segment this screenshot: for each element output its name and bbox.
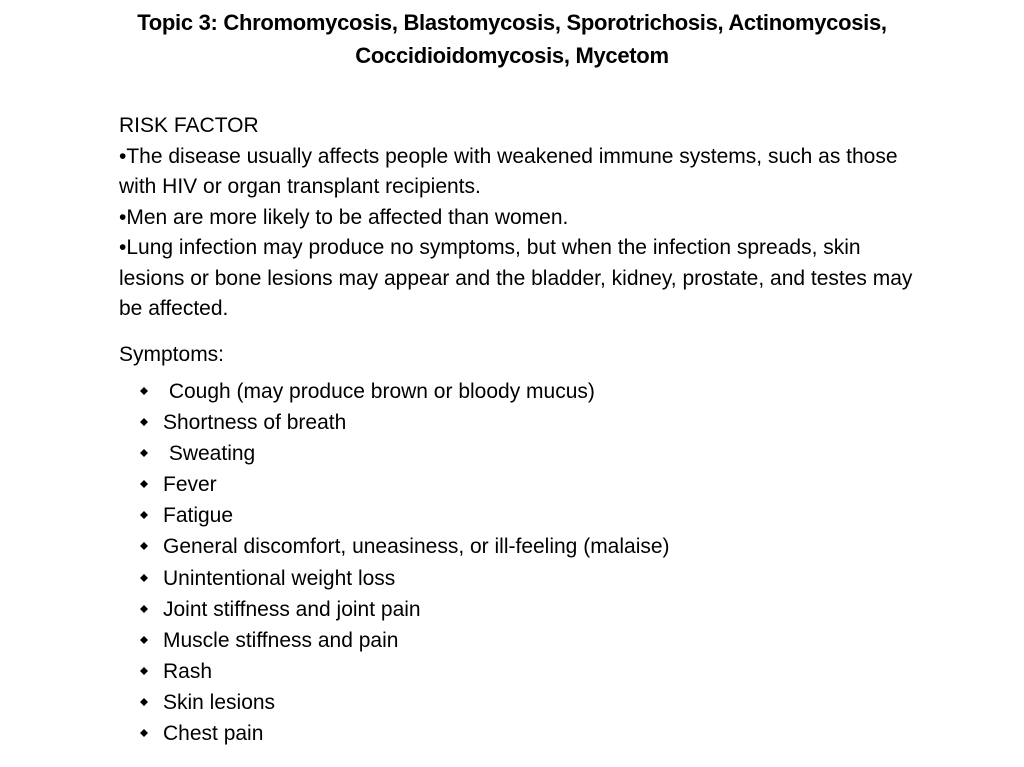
diamond-bullet-icon (140, 480, 148, 488)
diamond-bullet-icon (140, 511, 148, 519)
symptom-label: Rash (163, 659, 213, 683)
symptom-label: Muscle stiffness and pain (163, 628, 399, 652)
symptom-item (119, 531, 919, 562)
symptom-label: General discomfort, uneasiness, or ill-feeling (malaise) (163, 535, 670, 559)
symptom-item (119, 376, 919, 407)
symptom-label: Unintentional weight loss (163, 566, 396, 590)
page-title (40, 6, 984, 72)
symptom-label: Cough (may produce brown or bloody mucus) (163, 380, 595, 403)
symptom-label: Sweating (163, 442, 256, 466)
symptom-item (119, 438, 919, 469)
symptom-item (119, 687, 919, 718)
symptom-label: Chest pain (163, 722, 264, 746)
title-line-2: Coccidioidomycosis, Mycetom (355, 43, 669, 68)
symptom-label: Joint stiffness and joint pain (163, 597, 421, 621)
diamond-bullet-icon (140, 605, 148, 613)
risk-factor-item: •Men are more likely to be affected than women. (119, 205, 569, 229)
slide-body (119, 111, 919, 749)
symptom-item (119, 407, 919, 438)
symptoms-heading: Symptoms: (119, 342, 225, 366)
symptom-item (119, 718, 919, 749)
diamond-bullet-icon (140, 418, 148, 426)
symptom-item (119, 469, 919, 500)
symptom-item (119, 656, 919, 687)
symptoms-list (119, 376, 919, 749)
diamond-bullet-icon (140, 387, 148, 395)
symptom-item (119, 563, 919, 594)
risk-factor-heading: RISK FACTOR (119, 114, 259, 137)
symptom-item (119, 500, 919, 531)
symptom-label: Shortness of breath (163, 411, 347, 435)
risk-factor-item: •Lung infection may produce no symptoms, but when the infection spreads, skin lesions or bone lesions may appear and the bladder, kidney, prostate, and testes may be affected. (119, 236, 913, 320)
risk-factor-item: •The disease usually affects people with weakened immune systems, such as those with HIV or organ transplant recipients. (119, 144, 898, 198)
diamond-bullet-icon (140, 542, 148, 550)
diamond-bullet-icon (140, 574, 148, 582)
diamond-bullet-icon (140, 636, 148, 644)
symptom-label: Fever (163, 473, 217, 497)
symptom-item (119, 625, 919, 656)
symptom-item (119, 594, 919, 625)
symptom-label: Fatigue (163, 504, 234, 528)
diamond-bullet-icon (140, 698, 148, 706)
diamond-bullet-icon (140, 667, 148, 675)
title-line-1: Topic 3: Chromomycosis, Blastomycosis, Sporotrichosis, Actinomycosis, (137, 10, 887, 35)
symptom-label: Skin lesions (163, 690, 276, 714)
diamond-bullet-icon (140, 729, 148, 737)
diamond-bullet-icon (140, 449, 148, 457)
